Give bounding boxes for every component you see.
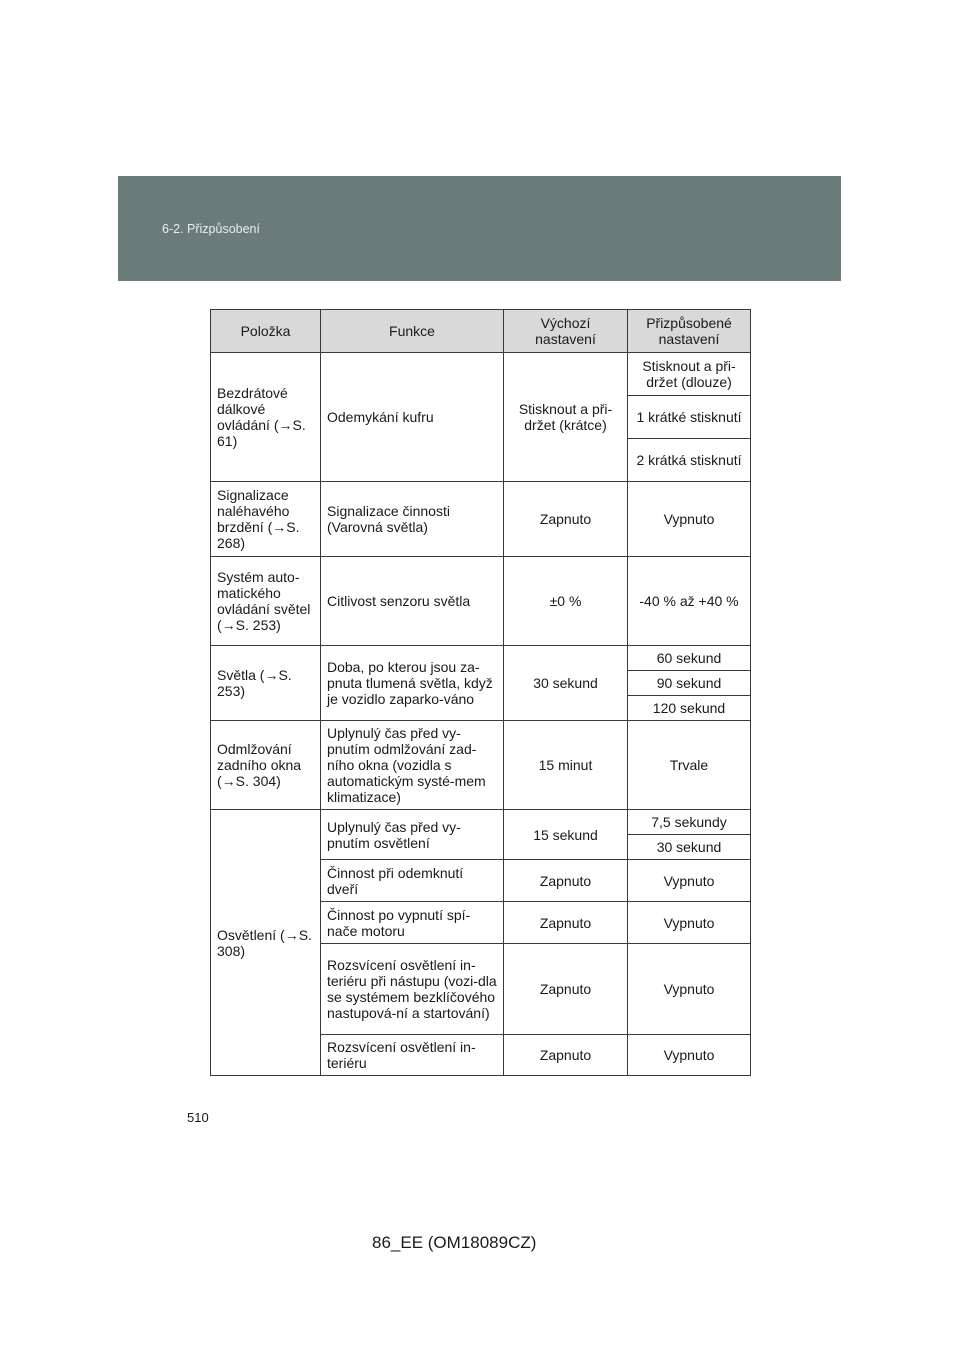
column-header: Výchozí nastavení [504, 310, 628, 353]
custom-cell: Vypnuto [628, 860, 751, 902]
item-cell: Odmlžování zadního okna (→S. 304) [211, 721, 321, 810]
item-cell: Bezdrátové dálkové ovládání (→S. 61) [211, 353, 321, 482]
function-cell: Uplynulý čas před vy-pnutím osvětlení [321, 810, 504, 860]
custom-cell: Vypnuto [628, 482, 751, 557]
function-cell: Odemykání kufru [321, 353, 504, 482]
function-cell: Činnost po vypnutí spí-nače motoru [321, 902, 504, 944]
custom-option-cell: 90 sekund [628, 671, 751, 696]
custom-option-cell: 30 sekund [628, 835, 751, 860]
function-cell: Rozsvícení osvětlení in-teriéru [321, 1035, 504, 1076]
page-number: 510 [187, 1110, 209, 1125]
default-cell: Zapnuto [504, 944, 628, 1035]
item-cell: Systém auto-matického ovládání světel (→S. 253) [211, 557, 321, 646]
custom-cell: Vypnuto [628, 902, 751, 944]
custom-cell: Vypnuto [628, 944, 751, 1035]
table-row [211, 557, 751, 646]
default-cell: Zapnuto [504, 902, 628, 944]
section-title: 6-2. Přizpůsobení [162, 222, 260, 236]
table-row [211, 810, 751, 835]
column-header: Položka [211, 310, 321, 353]
default-cell: Zapnuto [504, 1035, 628, 1076]
default-cell: 30 sekund [504, 646, 628, 721]
default-cell: ±0 % [504, 557, 628, 646]
table-row [211, 721, 751, 810]
default-cell: 15 minut [504, 721, 628, 810]
default-cell: Zapnuto [504, 482, 628, 557]
function-cell: Doba, po kterou jsou za-pnuta tlumená světla, když je vozidlo zaparko-váno [321, 646, 504, 721]
item-cell: Signalizace naléhavého brzdění (→S. 268) [211, 482, 321, 557]
document-code: 86_EE (OM18089CZ) [372, 1233, 537, 1252]
column-header: Funkce [321, 310, 504, 353]
function-cell: Uplynulý čas před vy-pnutím odmlžování zad-ního okna (vozidla s automatickým systé-mem klimatizace) [321, 721, 504, 810]
custom-cell: Vypnuto [628, 1035, 751, 1076]
custom-option-cell: 2 krátká stisknutí [628, 439, 751, 482]
function-cell: Činnost při odemknutí dveří [321, 860, 504, 902]
default-cell: Zapnuto [504, 860, 628, 902]
table-header-row [211, 310, 751, 353]
custom-option-cell: 1 krátké stisknutí [628, 396, 751, 439]
custom-option-cell: Stisknout a při-držet (dlouze) [628, 353, 751, 396]
custom-cell: Trvale [628, 721, 751, 810]
table-row [211, 646, 751, 671]
table-row [211, 353, 751, 396]
function-cell: Rozsvícení osvětlení in-teriéru při nástupu (vozi-dla se systémem bezklíčového nastupová-ní a startování) [321, 944, 504, 1035]
default-cell: 15 sekund [504, 810, 628, 860]
column-header: Přizpůsobené nastavení [628, 310, 751, 353]
item-cell: Světla (→S. 253) [211, 646, 321, 721]
function-cell: Citlivost senzoru světla [321, 557, 504, 646]
custom-option-cell: 60 sekund [628, 646, 751, 671]
custom-option-cell: 7,5 sekundy [628, 810, 751, 835]
customization-table [210, 309, 751, 1076]
default-cell: Stisknout a při-držet (krátce) [504, 353, 628, 482]
function-cell: Signalizace činnosti (Varovná světla) [321, 482, 504, 557]
custom-option-cell: 120 sekund [628, 696, 751, 721]
custom-cell: -40 % až +40 % [628, 557, 751, 646]
item-cell: Osvětlení (→S. 308) [211, 810, 321, 1076]
table-row [211, 482, 751, 557]
section-header-band [118, 176, 841, 281]
